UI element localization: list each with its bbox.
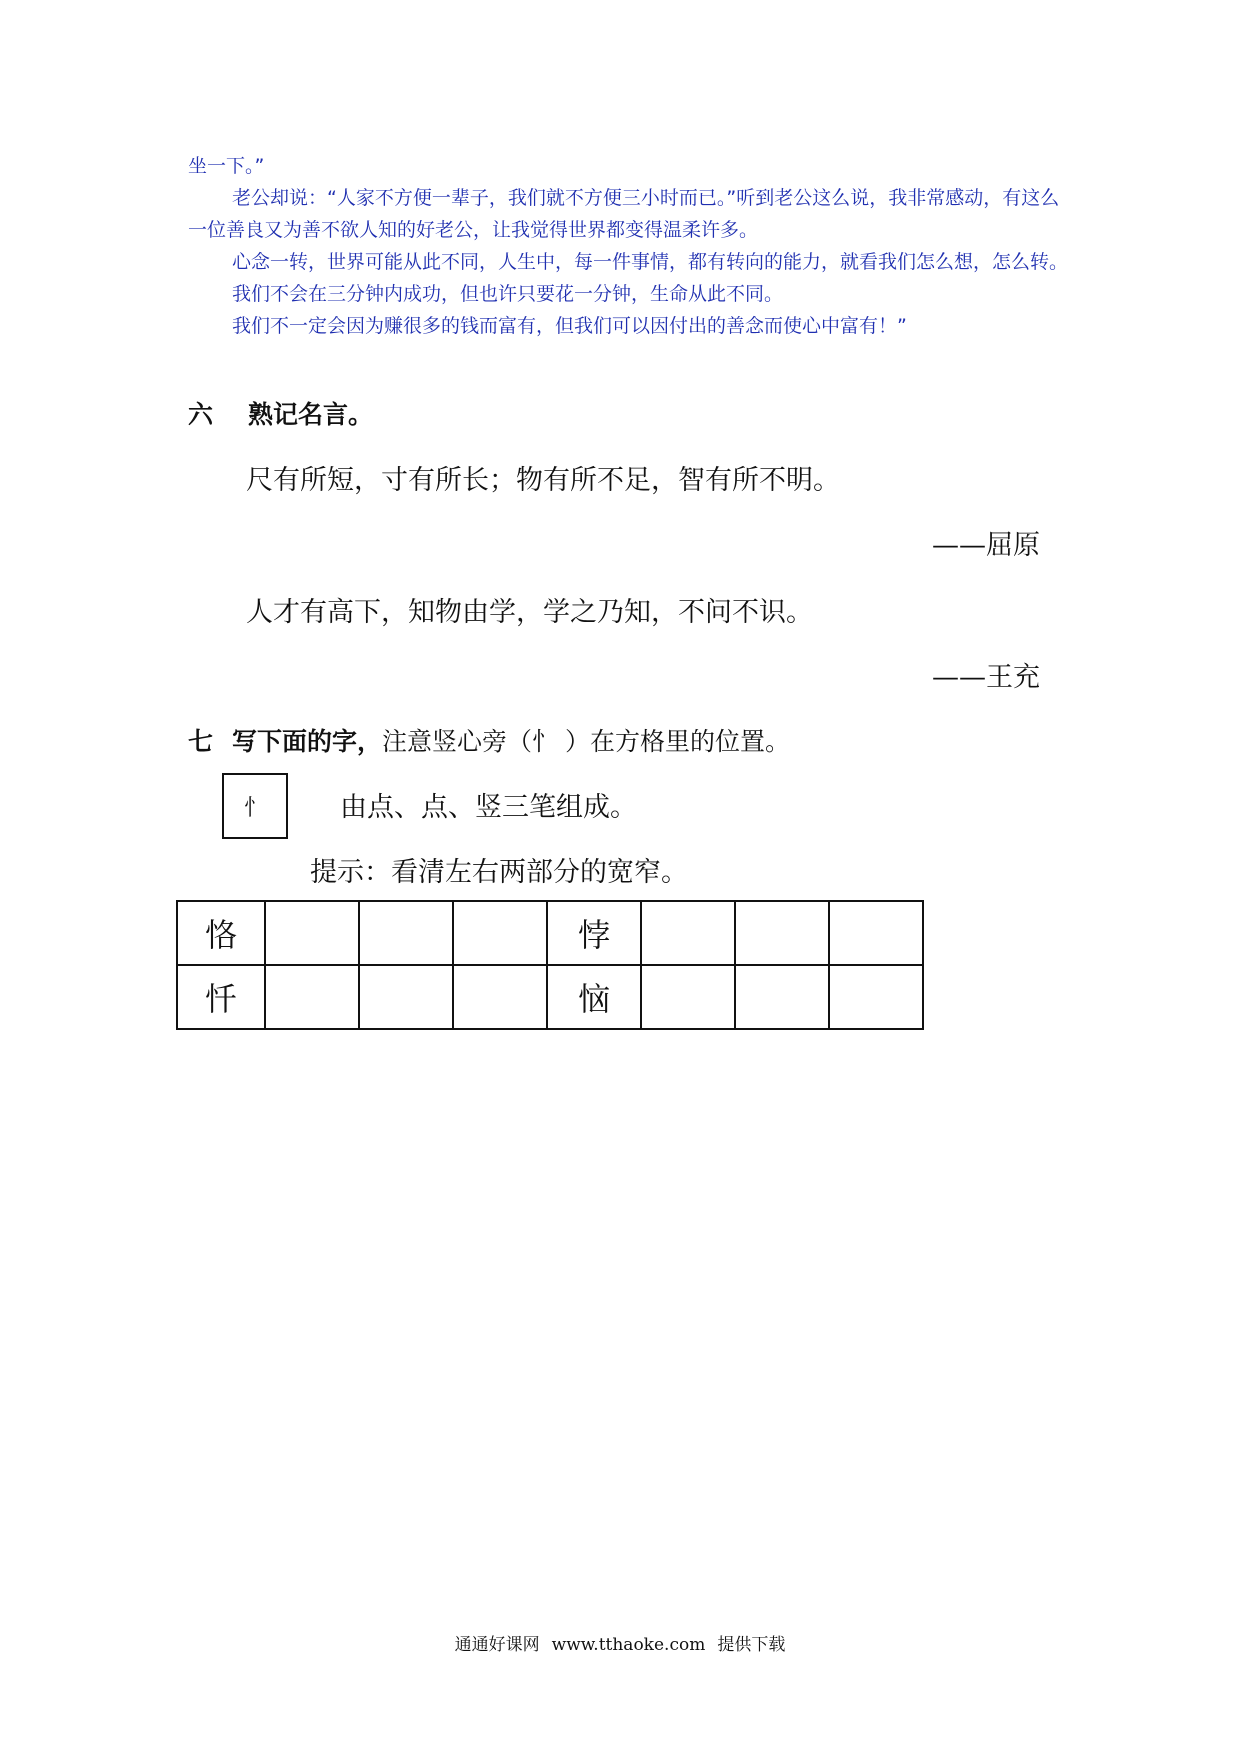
grid-cell-char: 悖 [547, 901, 641, 965]
section-6-title: 熟记名言。 [248, 400, 374, 429]
section-7-heading [188, 722, 790, 758]
story-paragraph: 心念一转，世界可能从此不同，人生中，每一件事情，都有转向的能力，就看我们怎么想，怎么转。 [232, 251, 1069, 273]
section-7-title-rest: 注意竖心旁（忄 ）在方格里的位置。 [382, 727, 790, 756]
section-6-heading [188, 395, 373, 431]
story-paragraph: 我们不会在三分钟内成功，但也许只要花一分钟，生命从此不同。 [232, 283, 784, 305]
page-footer [0, 1630, 1240, 1655]
quote-1-author: ——屈原 [932, 530, 1040, 561]
footer-suffix: 提供下载 [717, 1635, 786, 1655]
grid-cell-blank[interactable] [735, 901, 829, 965]
grid-cell-char: 忏 [177, 965, 265, 1029]
grid-cell-blank[interactable] [265, 901, 359, 965]
story-paragraph: 老公却说：“人家不方便一辈子，我们就不方便三小时而已。”听到老公这么说，我非常感动，有这么一位善良又为善不欲人知的好老公，让我觉得世界都变得温柔许多。 [188, 187, 1060, 241]
grid-cell-blank[interactable] [359, 965, 453, 1029]
writing-hint: 提示：看清左右两部分的宽窄。 [310, 857, 688, 888]
section-6-number: 六 [188, 400, 214, 429]
story-paragraph: 坐一下。” [188, 155, 265, 177]
grid-cell-char: 恼 [547, 965, 641, 1029]
grid-cell-blank[interactable] [453, 901, 547, 965]
grid-cell-blank[interactable] [265, 965, 359, 1029]
story-paragraph: 我们不一定会因为赚很多的钱而富有，但我们可以因付出的善念而使心中富有！” [232, 315, 907, 337]
grid-cell-blank[interactable] [641, 901, 735, 965]
grid-cell-blank[interactable] [641, 965, 735, 1029]
grid-cell-blank[interactable] [829, 901, 923, 965]
quote-2: 人才有高下，知物由学，学之乃知，不问不识。 [246, 597, 813, 628]
section-7-title-bold: 写下面的字， [232, 727, 383, 756]
quote-1: 尺有所短，寸有所长；物有所不足，智有所不明。 [246, 465, 840, 496]
grid-cell-blank[interactable] [359, 901, 453, 965]
writing-grid [176, 900, 924, 1030]
grid-cell-blank[interactable] [735, 965, 829, 1029]
grid-cell-char: 恪 [177, 901, 265, 965]
radical-description: 由点、点、竖三笔组成。 [340, 792, 637, 823]
grid-row [177, 901, 923, 965]
quote-2-author: ——王充 [932, 662, 1040, 693]
story-excerpt [188, 150, 1068, 342]
footer-url[interactable]: www.tthaoke.com [551, 1635, 706, 1655]
grid-row [177, 965, 923, 1029]
radical-box: 忄 [222, 773, 288, 839]
grid-cell-blank[interactable] [829, 965, 923, 1029]
section-7-number: 七 [188, 727, 214, 756]
footer-site-name: 通通好课网 [454, 1635, 540, 1655]
grid-cell-blank[interactable] [453, 965, 547, 1029]
